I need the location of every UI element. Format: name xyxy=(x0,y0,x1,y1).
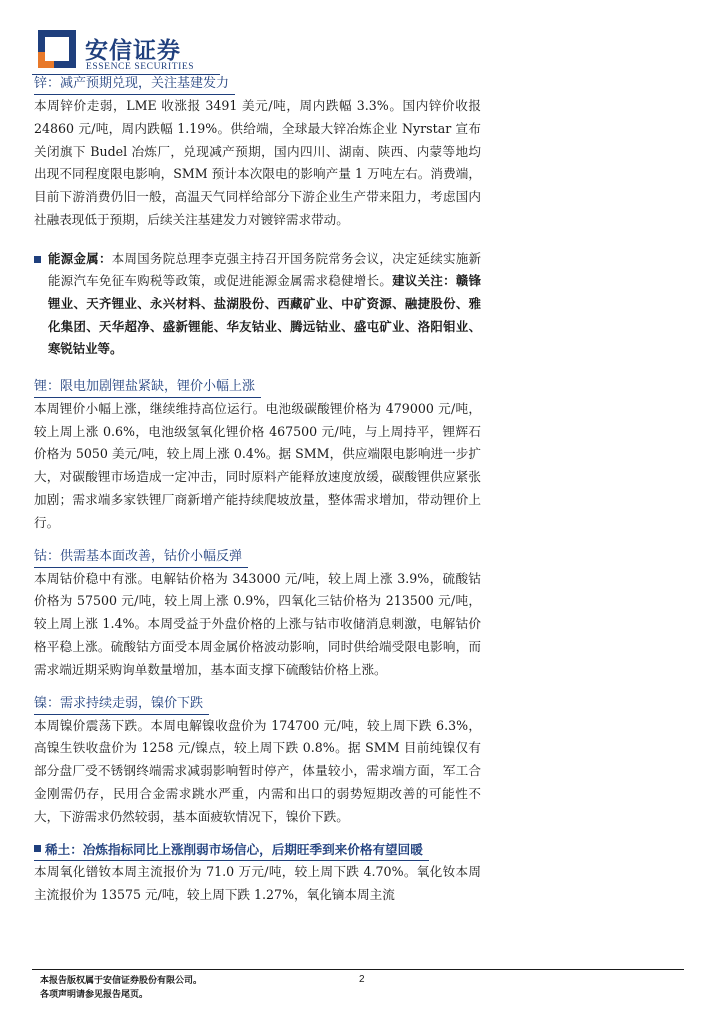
rare-earth-title: 稀土：冶炼指标同比上涨削弱市场信心，后期旺季到来价格有望回暖 xyxy=(45,841,423,857)
section-title xyxy=(34,840,429,861)
section-title: 镍：需求持续走弱，镍价下跌 xyxy=(34,694,209,715)
logo-mark-icon xyxy=(38,30,76,68)
section-rare-earth xyxy=(34,839,481,907)
advice-stock-list: 赣锋锂业、天齐锂业、永兴材料、盐湖股份、西藏矿业、中矿资源、融捷股份、雅化集团、天华超净、盛新锂能、华友钴业、腾远钴业、盛屯矿业、洛阳钼业、寒锐钴业等。 xyxy=(48,273,482,357)
callout-label: 能源金属： xyxy=(48,250,112,266)
section-body: 本周锌价走弱，LME 收涨报 3491 美元/吨，周内跌幅 3.3%。国内锌价收报 24860 元/吨，周内跌幅 1.19%。供给端，全球最大锌冶炼企业 Nyrstar 宣布关闭旗下 Budel 冶炼厂，兑现减产预期，国内四川、湖南、陕西、内蒙等地均出现不同程度限电影响，SMM 预计本次限电的影响产量 1 万吨左右。消费端，目前下游消费仍旧一般，高温天气同样给部分下游企业生产带来阻力，考虑国内社融表现低于预期，后续关注基建发力对镀锌需求带动。 xyxy=(34,98,481,227)
footer-line-1: 本报告版权属于安信证券股份有限公司。 xyxy=(40,976,203,986)
callout-text xyxy=(48,248,481,361)
section-body: 本周氧化镨钕本周主流报价为 71.0 万元/吨，较上周下跌 4.70%。氧化钕本周主流报价为 13575 元/吨，较上周下跌 1.27%，氧化镝本周主流 xyxy=(34,864,481,903)
section-title: 锂：限电加剧锂盐紧缺，锂价小幅上涨 xyxy=(34,377,261,398)
section-title: 钴：供需基本面改善，钴价小幅反弹 xyxy=(34,547,248,568)
brand-name-en: ESSENCE SECURITIES xyxy=(86,62,195,72)
section-title: 锌：减产预期兑现，关注基建发力 xyxy=(34,74,235,95)
bullet-square-icon xyxy=(34,256,41,263)
section-lithium xyxy=(34,375,481,535)
footer-rule xyxy=(32,969,684,970)
brand-name-cn: 安信证券 xyxy=(85,38,181,64)
energy-metals-callout xyxy=(34,248,481,361)
footer-disclaimer xyxy=(40,974,202,1002)
section-zinc xyxy=(34,72,481,232)
section-body: 本周钴价稳中有涨。电解钴价格为 343000 元/吨，较上周上涨 3.9%，硫酸钴价格为 57500 元/吨，较上周上涨 0.9%，四氧化三钴价格为 213500 元/吨，较上周上涨 1.4%。本周受益于外盘价格的上涨与钴市收储消息刺激，电解钴价格平稳上涨。硫酸钴方面受本周金属价格波动影响，同时供给端受限电影响，而需求端近期采购询单数量增加，基本面支撑下硫酸钴价格上涨。 xyxy=(34,570,481,677)
footer-line-2: 各项声明请参见报告尾页。 xyxy=(40,990,149,1000)
report-body xyxy=(34,72,481,917)
advice-label: 建议关注： xyxy=(392,273,456,289)
section-body: 本周锂价小幅上涨，继续维持高位运行。电池级碳酸锂价格为 479000 元/吨，较上周上涨 0.6%，电池级氢氧化锂价格 467500 元/吨，与上周持平，锂辉石价格为 5050 美元/吨，较上周上涨 0.4%。据 SMM，供应端限电影响进一步扩大，对碳酸锂市场造成一定冲击，同时原料产能释放速度放缓，碳酸锂供应紧张加剧；需求端多家铁锂厂商新增产能持续爬坡放量，整体需求增加，带动锂价上行。 xyxy=(34,400,481,530)
section-cobalt xyxy=(34,545,481,682)
section-nickel xyxy=(34,692,481,829)
page-number: 2 xyxy=(359,974,365,985)
bullet-square-icon xyxy=(34,845,41,852)
section-body: 本周镍价震荡下跌。本周电解镍收盘价为 174700 元/吨，较上周下跌 6.3%，高镍生铁收盘价为 1258 元/镍点，较上周下跌 0.8%。据 SMM 目前纯镍仅有部分盘厂受不锈钢终端需求减弱影响暂时停产，体量较小，需求端方面，军工合金刚需仍存，民用合金需求跳水严重，内需和出口的弱势短期改善的可能性不大，下游需求仍然较弱，基本面疲软情况下，镍价下跌。 xyxy=(34,717,481,824)
callout-body: 本周国务院总理李克强主持召开国务院常务会议，决定延续实施新能源汽车免征车购税等政策，或促进能源金属需求稳健增长。 xyxy=(48,250,482,289)
